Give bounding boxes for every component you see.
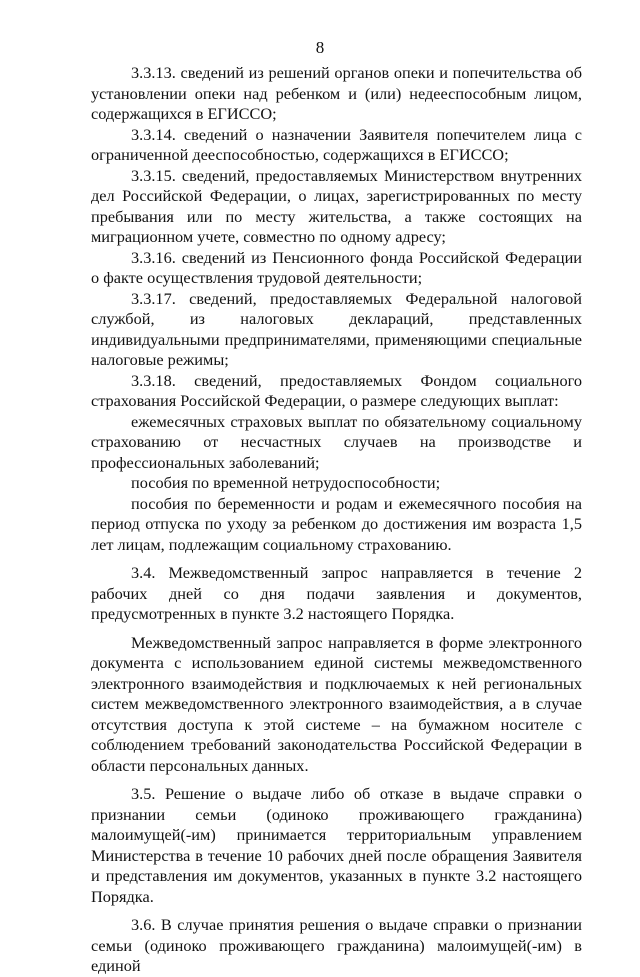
- paragraph-interagency-request: Межведомственный запрос направляется в форме электронного документа с использованием единой системы межведомственного электронного взаимодействия и подключаемых к ней региональных систем межведомственного электронного взаимодействия, а в случае отсутствия доступа к этой системе – на бумажном носителе с соблюдением требований законодательства Российской Федерации в области персональных данных.: [91, 632, 582, 775]
- paragraph-3-3-13: 3.3.13. сведений из решений органов опеки и попечительства об установлении опеки над ребенком и (или) недееспособным лицом, содержащихся в ЕГИССО;: [91, 63, 582, 123]
- paragraph-pregnancy-allowance: пособия по беременности и родам и ежемесячного пособия на период отпуска по уходу за ребенком до достижения им возраста 1,5 лет лицам, подлежащим социальному страхованию.: [91, 493, 582, 554]
- page-number: 8: [315, 38, 325, 57]
- paragraph-3-3-18: 3.3.18. сведений, предоставляемых Фондом социального страхования Российской Федерации, о размере следующих выплат:: [91, 370, 582, 410]
- paragraph-3-3-15: 3.3.15. сведений, предоставляемых Министерством внутренних дел Российской Федерации, о лицах, зарегистрированных по месту пребывания или по месту жительства, а также состоящих на миграционном учете, совместно по одному адресу;: [91, 165, 582, 246]
- paragraph-3-4: 3.4. Межведомственный запрос направляется в течение 2 рабочих дней со дня подачи заявления и документов, предусмотренных в пункте 3.2 настоящего Порядка.: [91, 563, 582, 623]
- paragraph-temporary-disability: пособия по временной нетрудоспособности;: [131, 473, 441, 492]
- paragraph-monthly-payments: ежемесячных страховых выплат по обязательному социальному страхованию от несчастных случаев на производстве и профессиональных заболеваний;: [91, 411, 582, 472]
- paragraph-3-5: 3.5. Решение о выдаче либо об отказе в выдаче справки о признании семьи (одиноко проживающего гражданина) малоимущей(-им) принимается территориальным управлением Министерства в течение 10 рабочих дней после обращения Заявителя и представления им документов, указанных в пункте 3.2 настоящего Порядка.: [91, 784, 582, 906]
- paragraph-3-3-16: 3.3.16. сведений из Пенсионного фонда Российской Федерации о факте осуществления трудовой деятельности;: [91, 247, 582, 287]
- paragraph-3-6: 3.6. В случае принятия решения о выдаче справки о признании семьи (одиноко проживающего гражданина) малоимущей(-им) в единой: [91, 915, 582, 975]
- paragraph-3-3-17: 3.3.17. сведений, предоставляемых Федеральной налоговой службой, из налоговых деклараций, представленных индивидуальными предпринимателями, применяющими специальные налоговые режимы;: [91, 288, 582, 369]
- paragraph-3-3-14: 3.3.14. сведений о назначении Заявителя попечителем лица с ограниченной дееспособностью, содержащихся в ЕГИССО;: [91, 124, 582, 164]
- document-body: [91, 63, 582, 977]
